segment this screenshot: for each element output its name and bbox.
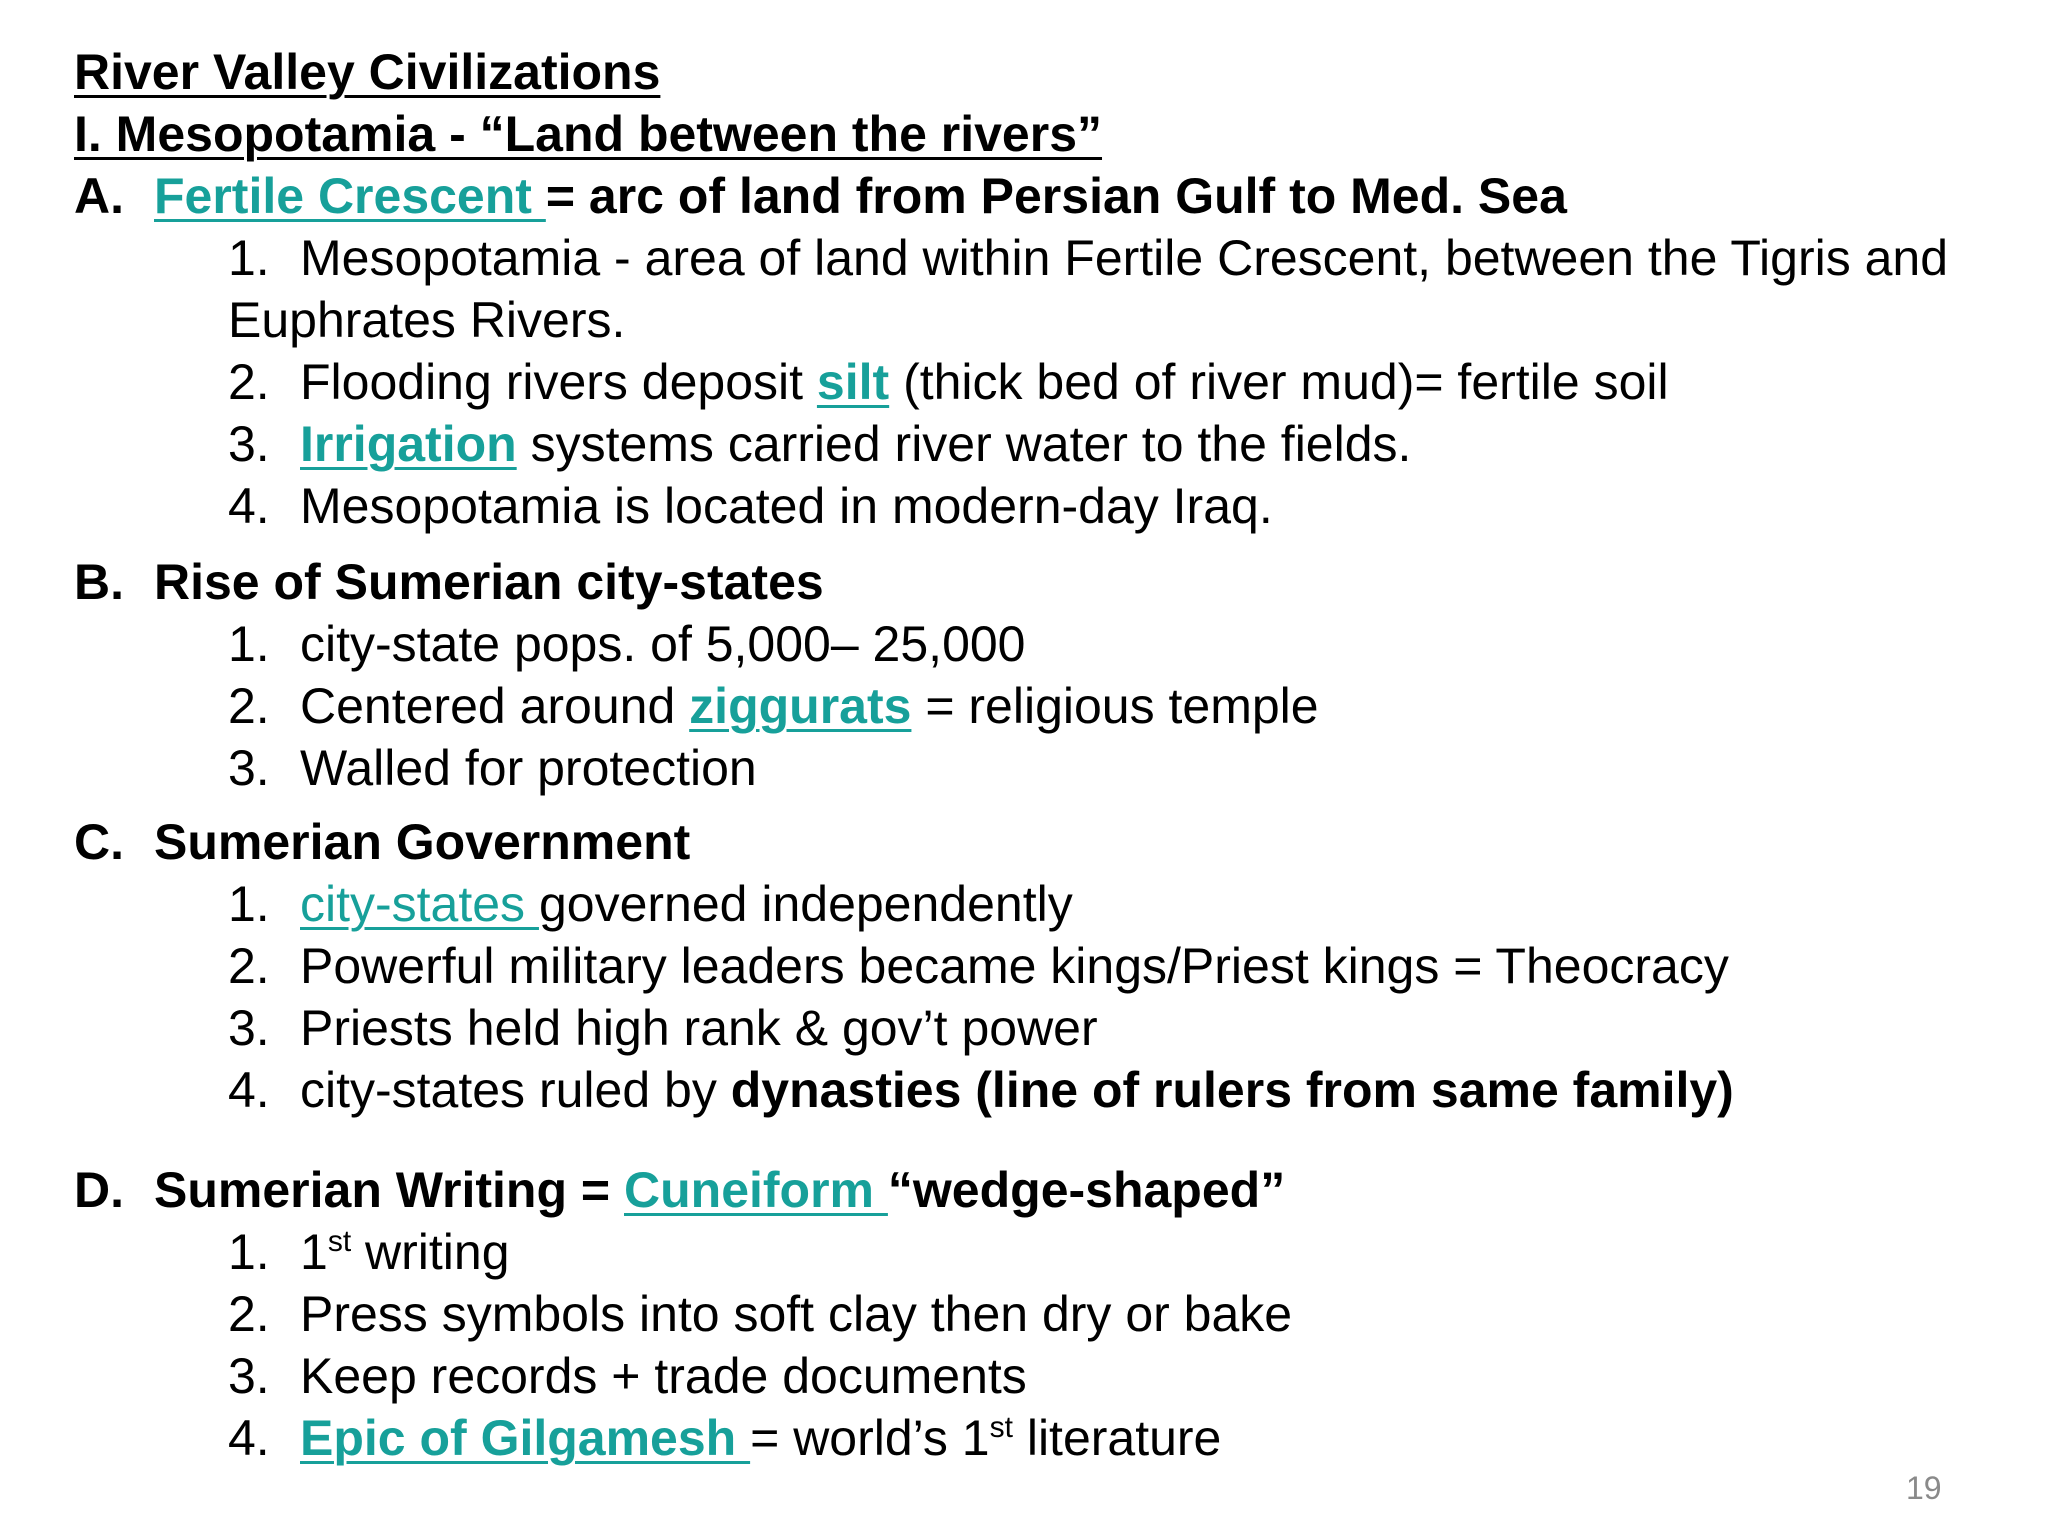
section-d-title-pre: Sumerian Writing = xyxy=(154,1162,624,1218)
list-item xyxy=(228,738,757,798)
page-number: 19 xyxy=(1906,1470,1942,1506)
page-title: River Valley Civilizations xyxy=(74,44,661,100)
item-number: 4. xyxy=(228,478,270,534)
item-number: 2. xyxy=(228,1286,270,1342)
section-a-heading xyxy=(74,166,1567,226)
section-a-marker: A. xyxy=(74,168,124,224)
item-text: city-state pops. of 5,000– 25,000 xyxy=(300,616,1026,672)
list-item xyxy=(228,414,1411,474)
list-item xyxy=(228,998,1098,1058)
item-text-post: governed independently xyxy=(538,876,1073,932)
item-text: Priests held high rank & gov’t power xyxy=(300,1000,1098,1056)
item-number: 4. xyxy=(228,1062,270,1118)
item-text-post: systems carried river water to the fields. xyxy=(516,416,1412,472)
item-text: Mesopotamia is located in modern-day Iraq. xyxy=(300,478,1273,534)
item-text-post: (thick bed of river mud)= fertile soil xyxy=(889,354,1669,410)
item-text-pre: city-states ruled by xyxy=(300,1062,731,1118)
item-number: 1. xyxy=(228,1224,270,1280)
section-b-heading xyxy=(74,552,824,612)
item-number: 4. xyxy=(228,1410,270,1466)
item-number: 3. xyxy=(228,1000,270,1056)
list-item-continuation: Euphrates Rivers. xyxy=(228,292,626,348)
item-number: 1. xyxy=(228,876,270,932)
section-c-heading xyxy=(74,812,690,872)
item-text: Walled for protection xyxy=(300,740,757,796)
section-c-title: Sumerian Government xyxy=(154,814,691,870)
item-text-bold: dynasties (line of rulers from same family) xyxy=(730,1062,1734,1118)
list-item xyxy=(228,874,1073,934)
item-number: 3. xyxy=(228,740,270,796)
item-text-mid: = world’s 1 xyxy=(750,1410,990,1466)
item-number: 2. xyxy=(228,938,270,994)
item-number: 1. xyxy=(228,616,270,672)
term-irrigation: Irrigation xyxy=(300,416,517,472)
list-item xyxy=(228,1408,1221,1468)
section-b-title: Rise of Sumerian city-states xyxy=(154,554,824,610)
term-epic-of-gilgamesh: Epic of Gilgamesh xyxy=(300,1410,751,1466)
item-number: 1. xyxy=(228,230,270,286)
item-text-post: = religious temple xyxy=(911,678,1319,734)
term-silt: silt xyxy=(816,354,890,410)
list-item xyxy=(228,352,1669,412)
list-item xyxy=(228,1284,1292,1344)
section-d-heading xyxy=(74,1160,1285,1220)
term-city-states: city-states xyxy=(300,876,539,932)
section-a-definition: = arc of land from Persian Gulf to Med. Sea xyxy=(545,168,1567,224)
item-text: Keep records + trade documents xyxy=(300,1348,1027,1404)
list-item xyxy=(228,614,1026,674)
section-heading-mesopotamia: I. Mesopotamia - “Land between the rivers” xyxy=(74,106,1103,162)
item-text: Mesopotamia - area of land within Fertile Crescent, between the Tigris and xyxy=(300,230,1949,286)
item-text: Press symbols into soft clay then dry or bake xyxy=(300,1286,1293,1342)
superscript: st xyxy=(327,1225,352,1258)
item-number: 3. xyxy=(228,416,270,472)
list-item xyxy=(228,228,1948,288)
list-item xyxy=(228,676,1319,736)
item-number: 3. xyxy=(228,1348,270,1404)
section-b-marker: B. xyxy=(74,554,124,610)
section-d-title-post: “wedge-shaped” xyxy=(887,1162,1286,1218)
item-number: 2. xyxy=(228,678,270,734)
section-c-marker: C. xyxy=(74,814,124,870)
superscript: st xyxy=(989,1411,1013,1444)
item-text-pre: Flooding rivers deposit xyxy=(300,354,817,410)
term-ziggurats: ziggurats xyxy=(689,678,912,734)
section-d-marker: D. xyxy=(74,1162,124,1218)
term-fertile-crescent: Fertile Crescent xyxy=(154,168,546,224)
list-item xyxy=(228,1346,1027,1406)
item-text-post: literature xyxy=(1012,1410,1222,1466)
list-item xyxy=(228,1222,510,1282)
term-cuneiform: Cuneiform xyxy=(624,1162,888,1218)
item-text-post: writing xyxy=(351,1224,510,1280)
list-item xyxy=(228,936,1729,996)
item-number: 2. xyxy=(228,354,270,410)
item-text: Powerful military leaders became kings/Priest kings = Theocracy xyxy=(300,938,1729,994)
list-item xyxy=(228,1060,1734,1120)
item-text-pre: Centered around xyxy=(300,678,690,734)
item-text-pre: 1 xyxy=(300,1224,328,1280)
list-item xyxy=(228,476,1273,536)
